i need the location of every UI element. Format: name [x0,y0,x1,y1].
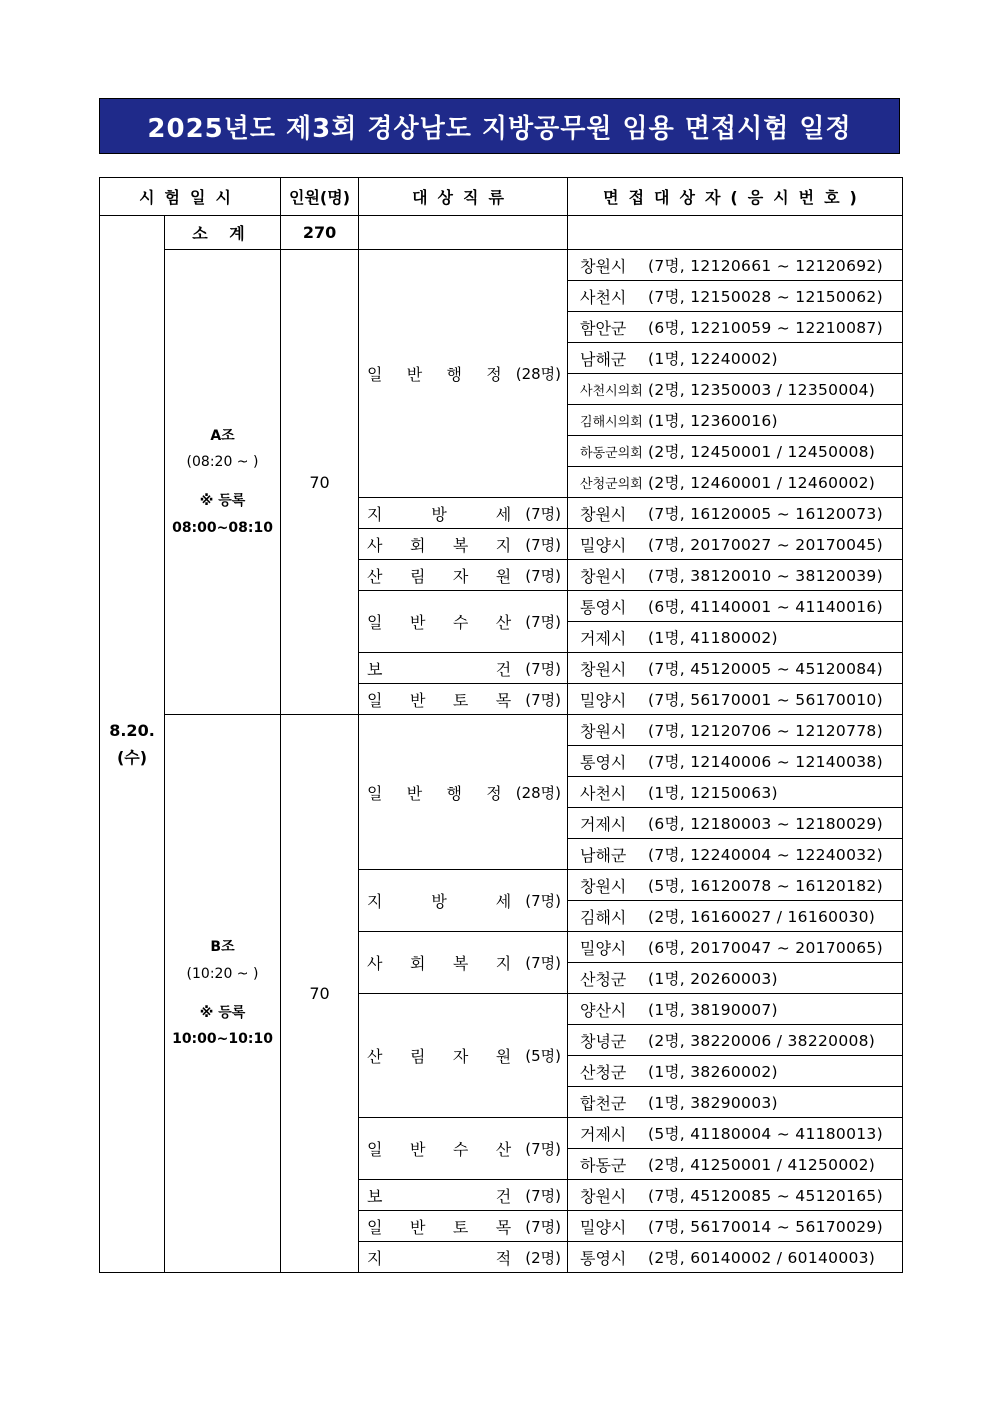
duty-cell [359,684,568,715]
candidate-region: 사천시의회 [580,383,643,399]
duty-wrap [367,688,561,711]
candidate-wrap [580,936,902,959]
duty-count: (7명) [525,566,562,585]
candidate-region: 밀양시 [580,938,627,958]
duty-name-char: 일 [367,1217,383,1237]
duty-name-char: 림 [409,566,426,586]
candidate-region: 함안군 [580,318,627,338]
duty-wrap [367,1137,561,1160]
duty-name-char: 목 [495,690,512,710]
duty-name [367,1215,511,1238]
candidate-region: 통영시 [580,1248,627,1268]
candidate-cell [568,560,903,591]
duty-name-char: 세 [495,504,512,524]
table-row [100,250,903,281]
candidate-wrap [580,1060,902,1083]
candidate-numbers: (7명, 12150028 ~ 12150062) [648,288,883,306]
duty-name-char: 반 [409,613,426,632]
duty-count: (28명) [515,783,562,802]
candidate-region: 산청군의회 [580,476,643,492]
exam-weekday: (수) [116,748,148,767]
candidate-cell [568,1118,903,1149]
candidate-wrap [580,750,902,773]
group-cell [165,250,281,715]
candidate-cell [568,1087,903,1118]
candidate-numbers: (2명, 12460001 / 12460002) [648,474,876,492]
candidate-wrap [580,533,902,556]
candidate-region: 창원시 [580,566,627,586]
header-count: 인원(명) [281,178,359,216]
candidate-cell [568,777,903,808]
group-start-time: (10:20 ~ ) [186,965,259,982]
duty-name-char: 행 [446,783,462,803]
candidate-cell [568,374,903,405]
candidate-region: 김해시의회 [580,414,643,430]
candidate-region: 창원시 [580,256,627,276]
group-cell [165,715,281,1273]
exam-date-cell [100,216,165,1273]
candidate-wrap [580,564,902,587]
candidate-numbers: (1명, 20260003) [648,970,778,988]
duty-count: (7명) [525,954,562,972]
duty-name-char: 지 [367,504,383,524]
header-duty: 대상직류 [359,178,568,216]
candidate-wrap [580,874,902,897]
candidate-cell [568,467,903,498]
duty-name-char: 반 [409,1140,426,1159]
candidate-wrap [580,1153,902,1176]
group-count: 70 [281,250,359,715]
duty-name-char: 산 [367,566,383,586]
duty-name-char: 지 [367,892,383,911]
duty-name-char: 사 [367,954,383,973]
duty-count: (7명) [525,659,562,678]
candidate-region: 창원시 [580,876,627,896]
candidate-numbers: (5명, 16120078 ~ 16120182) [648,877,883,895]
candidate-numbers: (6명, 12210059 ~ 12210087) [648,319,883,337]
candidate-numbers: (1명, 41180002) [648,629,778,647]
candidate-cell [568,1149,903,1180]
candidate-cell [568,994,903,1025]
duty-name [367,1137,511,1160]
candidate-wrap [580,440,902,462]
duty-count: (28명) [515,365,562,383]
candidate-wrap [580,595,902,618]
candidate-region: 사천시 [580,287,627,307]
duty-wrap [367,502,561,525]
subtotal-label: 소 계 [165,216,281,250]
duty-name-char: 일 [367,613,383,632]
candidate-numbers: (1명, 12360016) [648,412,778,430]
duty-cell [359,1242,568,1273]
duty-wrap [367,781,561,804]
candidate-numbers: (7명, 45120085 ~ 45120165) [648,1187,883,1205]
duty-name [367,502,511,525]
duty-name-char: 정 [486,783,502,803]
duty-cell [359,1211,568,1242]
candidate-numbers: (1명, 38290003) [648,1094,778,1112]
duty-name-char: 회 [409,535,426,555]
duty-name [367,1044,511,1067]
duty-wrap [367,1044,561,1067]
duty-count: (7명) [525,504,562,523]
duty-name-char: 림 [409,1047,426,1066]
candidate-region: 사천시 [580,783,627,803]
candidate-wrap [580,1029,902,1052]
duty-count: (5명) [525,1047,562,1065]
candidate-cell [568,808,903,839]
candidate-numbers: (2명, 41250001 / 41250002) [648,1156,876,1174]
duty-name [367,657,511,680]
candidate-wrap [580,378,902,400]
candidate-numbers: (7명, 12240004 ~ 12240032) [648,846,883,864]
header-date: 시험일시 [100,178,281,216]
candidate-cell [568,498,903,529]
header-row [100,178,903,216]
candidate-region: 통영시 [580,752,627,772]
candidate-numbers: (2명, 12350003 / 12350004) [648,381,876,399]
group-start-time: (08:20 ~ ) [186,454,259,471]
duty-count: (7명) [525,892,562,910]
candidate-wrap [580,254,902,277]
interview-schedule-table [99,177,903,1273]
candidate-wrap [580,688,902,711]
candidate-cell [568,746,903,777]
candidate-region: 하동군 [580,1155,627,1175]
candidate-numbers: (7명, 56170014 ~ 56170029) [648,1218,883,1236]
duty-cell [359,653,568,684]
candidate-region: 거제시 [580,1124,627,1144]
group-name: B조 [210,939,235,956]
candidate-cell [568,622,903,653]
candidate-region: 김해시 [580,907,627,927]
candidate-wrap [580,719,902,742]
duty-name-char: 일 [367,690,383,710]
duty-name [367,889,511,912]
candidate-cell [568,1056,903,1087]
candidate-region: 창원시 [580,721,627,741]
candidate-wrap [580,285,902,308]
duty-wrap [367,889,561,912]
duty-name-char: 행 [446,365,462,384]
candidate-region: 통영시 [580,597,627,617]
candidate-region: 거제시 [580,814,627,834]
candidate-cell [568,932,903,963]
duty-cell [359,1180,568,1211]
duty-name-char: 회 [409,954,426,973]
candidate-region: 산청군 [580,1062,627,1082]
registration-time: 08:00~08:10 [172,519,273,536]
candidate-wrap [580,1246,902,1269]
duty-name-char: 반 [409,690,426,710]
duty-name-char: 원 [495,1047,512,1066]
group-spacer [165,476,280,488]
duty-wrap [367,1246,561,1269]
candidate-region: 남해군 [580,349,627,369]
candidate-cell [568,436,903,467]
duty-wrap [367,564,561,587]
candidate-wrap [580,347,902,370]
registration-label: ※ 등록 [199,1004,246,1021]
candidate-cell [568,839,903,870]
subtotal-cand-empty [568,216,903,250]
group-count: 70 [281,715,359,1273]
duty-name-char: 원 [495,566,512,586]
registration-time: 10:00~10:10 [172,1031,273,1048]
candidate-cell [568,405,903,436]
candidate-region: 밀양시 [580,1217,627,1237]
candidate-region: 양산시 [580,1000,627,1020]
candidate-wrap [580,843,902,866]
candidate-cell [568,870,903,901]
candidate-cell [568,1025,903,1056]
duty-name-char: 목 [495,1217,512,1237]
table-row [100,715,903,746]
duty-name [367,362,502,385]
duty-name-char: 반 [406,783,423,803]
duty-count: (2명) [525,1248,562,1267]
duty-name-char: 보 [367,659,383,679]
candidate-wrap [580,781,902,804]
candidate-cell [568,901,903,932]
candidate-region: 밀양시 [580,690,627,710]
duty-cell [359,870,568,932]
duty-cell [359,529,568,560]
candidate-numbers: (7명, 12140006 ~ 12140038) [648,753,883,771]
duty-name [367,1184,511,1207]
candidate-numbers: (7명, 56170001 ~ 56170010) [648,691,883,709]
candidate-numbers: (7명, 16120005 ~ 16120073) [648,505,883,523]
candidate-wrap [580,316,902,339]
duty-name-char: 산 [495,1140,512,1159]
duty-name-char: 세 [495,892,512,911]
subtotal-row [100,216,903,250]
duty-wrap [367,657,561,680]
candidate-region: 산청군 [580,969,627,989]
candidate-cell [568,1242,903,1273]
registration-label: ※ 등록 [199,493,246,509]
duty-name-char: 사 [367,535,383,555]
duty-name [367,533,511,556]
duty-count: (7명) [525,1186,562,1205]
candidate-cell [568,1211,903,1242]
exam-date: 8.20. [109,720,155,740]
candidate-region: 밀양시 [580,535,627,555]
duty-wrap [367,362,561,385]
candidate-cell [568,653,903,684]
duty-name-char: 복 [452,954,469,973]
duty-name [367,688,511,711]
candidate-cell [568,312,903,343]
duty-cell [359,591,568,653]
candidate-numbers: (7명, 12120706 ~ 12120778) [648,722,883,740]
candidate-wrap [580,905,902,928]
duty-name-char: 건 [495,1186,512,1206]
candidate-numbers: (1명, 12150063) [648,784,778,802]
subtotal-duty-empty [359,216,568,250]
candidate-cell [568,343,903,374]
candidate-numbers: (7명, 38120010 ~ 38120039) [648,567,883,585]
candidate-numbers: (5명, 41180004 ~ 41180013) [648,1125,883,1143]
candidate-numbers: (2명, 16160027 / 16160030) [648,908,876,926]
duty-wrap [367,951,561,974]
duty-wrap [367,533,561,556]
page-title: 2025년도 제3회 경상남도 지방공무원 임용 면접시험 일정 [147,113,852,144]
duty-name-char: 일 [367,783,383,803]
duty-name-char: 반 [409,1217,426,1237]
candidate-wrap [580,1184,902,1207]
duty-wrap [367,1215,561,1238]
candidate-numbers: (6명, 12180003 ~ 12180029) [648,815,883,833]
candidate-region: 창원시 [580,659,627,679]
candidate-cell [568,281,903,312]
candidate-region: 거제시 [580,628,627,648]
candidate-wrap [580,409,902,431]
duty-name-char: 방 [431,504,447,524]
duty-name [367,1246,511,1269]
duty-name-char: 반 [406,365,423,384]
duty-name-char: 자 [452,566,469,586]
duty-name-char: 보 [367,1186,383,1206]
duty-name-char: 지 [367,1248,383,1268]
candidate-numbers: (2명, 38220006 / 38220008) [648,1032,876,1050]
candidate-wrap [580,1122,902,1145]
duty-name-char: 정 [486,365,502,384]
candidate-region: 창원시 [580,1186,627,1206]
duty-name-char: 건 [495,659,512,679]
candidate-cell [568,529,903,560]
duty-name-char: 일 [367,365,383,384]
candidate-numbers: (1명, 12240002) [648,350,778,368]
duty-name [367,564,511,587]
duty-name [367,610,511,633]
candidate-numbers: (2명, 60140002 / 60140003) [648,1249,876,1267]
duty-name-char: 적 [495,1248,512,1268]
candidate-region: 하동군의회 [580,445,643,461]
candidate-cell [568,684,903,715]
group-spacer [165,988,280,1000]
candidate-region: 창녕군 [580,1031,627,1051]
duty-cell [359,932,568,994]
duty-name-char: 수 [452,1140,469,1159]
duty-wrap [367,1184,561,1207]
duty-count: (7명) [525,1217,562,1236]
duty-cell [359,250,568,498]
candidate-region: 합천군 [580,1093,627,1113]
header-candidates: 면접대상자(응시번호) [568,178,903,216]
candidate-numbers: (1명, 38260002) [648,1063,778,1081]
candidate-cell [568,963,903,994]
candidate-wrap [580,998,902,1021]
candidate-wrap [580,502,902,525]
candidate-wrap [580,471,902,493]
duty-name-char: 토 [452,1217,469,1237]
candidate-numbers: (2명, 12450001 / 12450008) [648,443,876,461]
duty-name-char: 일 [367,1140,383,1159]
candidate-wrap [580,1091,902,1114]
duty-name-char: 방 [431,892,447,911]
duty-name-char: 산 [367,1047,383,1066]
duty-name-char: 산 [495,613,512,632]
duty-name [367,951,511,974]
duty-count: (7명) [525,1140,562,1158]
duty-cell [359,498,568,529]
duty-name [367,781,502,804]
candidate-numbers: (7명, 12120661 ~ 12120692) [648,257,883,275]
duty-cell [359,560,568,591]
duty-cell [359,715,568,870]
duty-cell [359,1118,568,1180]
candidate-cell [568,1180,903,1211]
candidate-cell [568,715,903,746]
group-name: A조 [210,427,235,444]
candidate-wrap [580,657,902,680]
duty-name-char: 수 [452,613,469,632]
subtotal-value: 270 [281,216,359,250]
duty-name-char: 지 [495,535,512,555]
duty-wrap [367,610,561,633]
duty-name-char: 복 [452,535,469,555]
duty-count: (7명) [525,613,562,631]
duty-count: (7명) [525,690,562,709]
candidate-numbers: (6명, 20170047 ~ 20170065) [648,939,883,957]
candidate-wrap [580,626,902,649]
candidate-wrap [580,812,902,835]
candidate-region: 남해군 [580,845,627,865]
duty-count: (7명) [525,535,562,554]
candidate-cell [568,591,903,622]
candidate-wrap [580,967,902,990]
duty-cell [359,994,568,1118]
candidate-region: 창원시 [580,504,627,524]
title-banner [99,98,900,154]
candidate-numbers: (7명, 20170027 ~ 20170045) [648,536,883,554]
candidate-wrap [580,1215,902,1238]
duty-name-char: 토 [452,690,469,710]
candidate-cell [568,250,903,281]
duty-name-char: 자 [452,1047,469,1066]
candidate-numbers: (6명, 41140001 ~ 41140016) [648,598,883,616]
duty-name-char: 지 [495,954,512,973]
candidate-numbers: (7명, 45120005 ~ 45120084) [648,660,883,678]
candidate-numbers: (1명, 38190007) [648,1001,778,1019]
